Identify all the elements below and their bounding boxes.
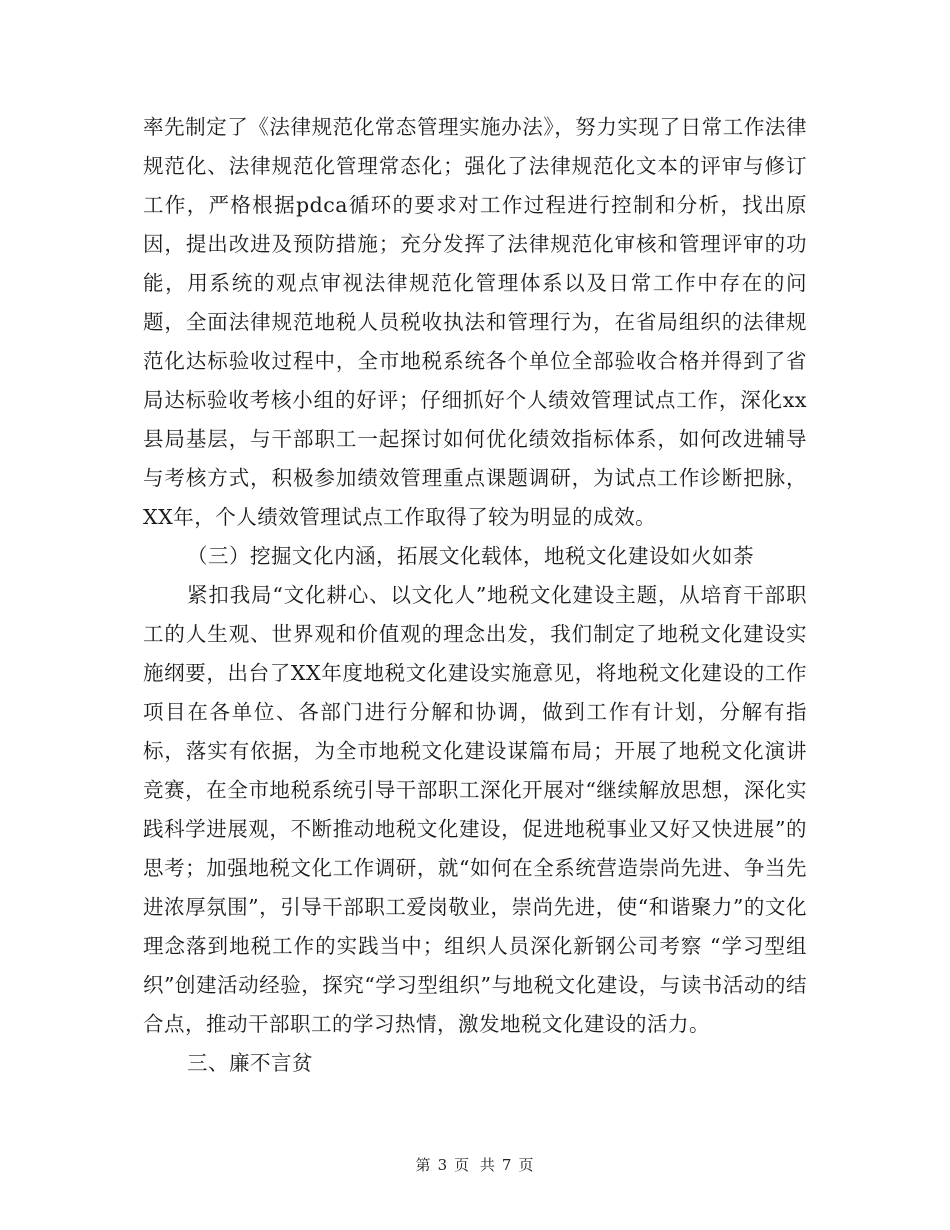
footer-label-page: 第: [415, 1156, 432, 1174]
footer-current-page: 3: [437, 1156, 449, 1174]
heading-culture: （三）挖掘文化内涵，拓展文化载体，地税文化建设如火如荼: [187, 544, 754, 568]
footer-label-of: 页 共: [454, 1156, 496, 1174]
paragraph-culture: 紧扣我局“文化耕心、以文化人”地税文化建设主题，从培育干部职工的人生观、世界观和价值观的理念出发，我们制定了地税文化建设实施纲要，出台了XX年度地税文化建设实施意见，将地税文化建设的工作项目在各单位、各部门进行分解和协调，做到工作有计划，分解有指标，落实有依据，为全市地税文化建设谋篇布局；开展了地税文化演讲竞赛，在全市地税系统引导干部职工深化开展对“继续解放思想，深化实践科学进展观，不断推动地税文化建设，促进地税事业又好又快进展”的思考；加强地税文化工作调研，就“如何在全系统营造崇尚先进、争当先进浓厚氛围”，引导干部职工爱岗敬业，崇尚先进，使“和谐聚力”的文化理念落到地税工作的实践当中；组织人员深化新钢公司考察 “学习型组织”创建活动经验，探究“学习型组织”与地税文化建设，与读书活动的结合点，推动干部职工的学习热情，激发地税文化建设的活力。: [143, 583, 807, 1036]
footer-label-pages: 页: [518, 1156, 535, 1174]
footer-total-pages: 7: [501, 1156, 513, 1174]
section-heading-integrity: 三、廉不言贫: [187, 1051, 313, 1075]
body-text: [143, 108, 807, 1083]
page-footer: [0, 1153, 950, 1177]
paragraph-continuation: 率先制定了《法律规范化常态管理实施办法》，努力实现了日常工作法律规范化、法律规范化管理常态化；强化了法律规范化文本的评审与修订工作，严格根据pdca循环的要求对工作过程进行控制和分析，找出原因，提出改进及预防措施；充分发挥了法律规范化审核和管理评审的功能，用系统的观点审视法律规范化管理体系以及日常工作中存在的问题，全面法律规范地税人员税收执法和管理行为，在省局组织的法律规范化达标验收过程中，全市地税系统各个单位全部验收合格并得到了省局达标验收考核小组的好评；仔细抓好个人绩效管理试点工作，深化xx县局基层，与干部职工一起探讨如何优化绩效指标体系，如何改进辅导与考核方式，积极参加绩效管理重点课题调研，为试点工作诊断把脉，XX年，个人绩效管理试点工作取得了较为明显的成效。: [143, 115, 807, 529]
